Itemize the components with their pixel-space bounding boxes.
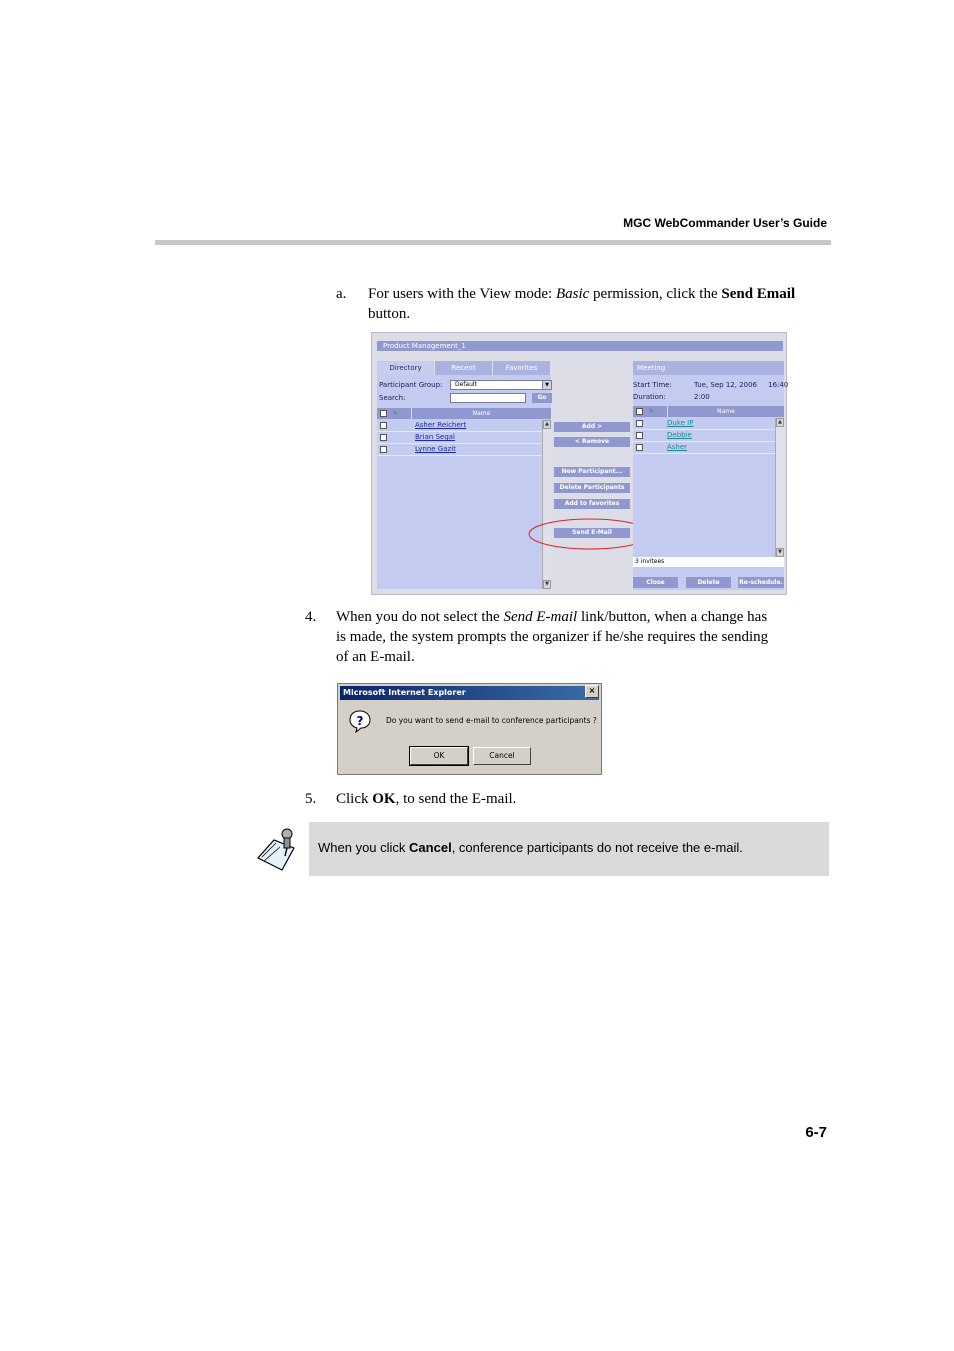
row-checkbox[interactable] (636, 444, 643, 451)
tab-recent[interactable]: Recent (435, 361, 493, 375)
select-all-checkbox[interactable] (380, 410, 387, 417)
scroll-up-icon[interactable]: ▲ (776, 418, 784, 427)
name-column-header: Name (411, 408, 551, 419)
window-title: Product Management_1 (377, 341, 783, 351)
directory-tabs (377, 361, 551, 375)
step-a-post: button. (368, 306, 411, 322)
people-icon: ✎ (393, 410, 399, 417)
reschedule-button[interactable]: Re-schedule. (739, 579, 783, 586)
question-icon (348, 709, 372, 733)
step-4-italic: Send E-mail (503, 609, 578, 625)
remove-button[interactable]: < Remove (554, 437, 630, 447)
step-4-line-2: is made, the system prompts the organizer if he/she requires the sending (336, 629, 769, 645)
row-checkbox[interactable] (636, 420, 643, 427)
invitee-scrollbar[interactable] (775, 418, 784, 557)
directory-panel (377, 375, 551, 589)
dialog-title: Microsoft Internet Explorer (340, 686, 599, 700)
go-button[interactable]: Go (532, 393, 552, 403)
participant-group-label: Participant Group: (379, 381, 443, 389)
table-row (633, 442, 775, 454)
delete-participants-button[interactable]: Delete Participants (554, 483, 630, 493)
scroll-up-icon[interactable]: ▲ (543, 420, 551, 429)
invitee-grid-header (633, 406, 784, 417)
participant-group-select[interactable] (450, 380, 552, 390)
step-4-marker: 4. (305, 609, 317, 625)
participant-group-value: Default (455, 381, 477, 388)
step-a-text (368, 284, 813, 324)
participant-link[interactable]: Asher Reichert (415, 421, 467, 429)
step-5-pre: Click (336, 791, 373, 807)
scroll-down-icon[interactable]: ▼ (776, 548, 784, 557)
step-a-bold: Send Email (721, 286, 796, 302)
search-label: Search: (379, 394, 406, 402)
list-item (377, 444, 542, 456)
invitee-count: 3 invitees (633, 557, 784, 567)
list-item (377, 420, 542, 432)
product-management-window (371, 332, 787, 595)
table-row (633, 418, 775, 430)
step-4-line-3: of an E-mail. (336, 649, 415, 665)
start-time-value: Tue, Sep 12, 2006 16:40 (694, 381, 789, 389)
step-5-text (336, 789, 516, 809)
svg-text:?: ? (356, 714, 364, 728)
close-icon[interactable]: × (585, 685, 599, 698)
invitee-name-column-header: Name (667, 406, 784, 417)
directory-grid-header (377, 408, 551, 419)
confirm-dialog (337, 683, 602, 775)
note-text (318, 840, 743, 855)
header-rule (155, 240, 831, 245)
step-5-marker: 5. (305, 791, 317, 807)
step-5-post: , to send the E-mail. (395, 791, 517, 807)
step-4-text (336, 607, 831, 667)
invitee-link[interactable]: Duke IP (667, 419, 694, 427)
note-post: , conference participants do not receive the e-mail. (451, 840, 743, 855)
step-4-pre: When you do not select the (336, 609, 504, 625)
duration-value: 2:00 (694, 393, 710, 401)
step-4-line-1-post: link/button, when a change has (577, 609, 768, 625)
note-pre: When you click (318, 840, 410, 855)
row-checkbox[interactable] (380, 422, 387, 429)
row-checkbox[interactable] (636, 432, 643, 439)
meeting-title: Meeting (633, 361, 784, 375)
step-5-bold: OK (372, 791, 396, 807)
list-item (377, 432, 542, 444)
ok-button[interactable]: OK (410, 747, 468, 765)
step-a-italic: Basic (555, 286, 590, 302)
select-all-invitees-checkbox[interactable] (636, 408, 643, 415)
invitee-link[interactable]: Asher (667, 443, 688, 451)
scroll-down-icon[interactable]: ▼ (543, 580, 551, 589)
add-to-favorites-button[interactable]: Add to favorites (554, 499, 630, 509)
tab-directory[interactable]: Directory (377, 361, 435, 375)
new-participant-button[interactable]: New Participant... (554, 467, 630, 477)
page-number: 6-7 (805, 1124, 827, 1141)
start-time-label: Start Time: (633, 381, 672, 389)
add-button[interactable]: Add > (554, 422, 630, 432)
step-a-marker: a. (336, 286, 347, 302)
duration-label: Duration: (633, 393, 666, 401)
step-a-pre: For users with the View mode: (368, 286, 556, 302)
people-icon: ✎ (649, 408, 655, 415)
send-email-button[interactable]: Send E-Mail (554, 528, 630, 538)
meeting-panel (633, 361, 789, 590)
table-row (633, 430, 775, 442)
step-4-line-1 (336, 607, 831, 627)
running-header: MGC WebCommander User’s Guide (623, 216, 827, 230)
delete-button[interactable]: Delete (686, 577, 731, 588)
note-bold: Cancel (409, 840, 452, 855)
invitee-link[interactable]: Debbie (667, 431, 692, 439)
step-a-mid: permission, click the (589, 286, 722, 302)
row-checkbox[interactable] (380, 434, 387, 441)
dialog-message: Do you want to send e-mail to conference participants ? (386, 716, 597, 725)
row-checkbox[interactable] (380, 446, 387, 453)
participant-link[interactable]: Brian Segal (415, 433, 456, 441)
search-input[interactable] (450, 393, 526, 403)
chevron-down-icon[interactable]: ▼ (542, 381, 551, 389)
close-button[interactable]: Close (633, 577, 678, 588)
directory-scrollbar[interactable] (542, 420, 551, 589)
cancel-button[interactable]: Cancel (473, 747, 531, 765)
note-pin-icon (254, 826, 300, 874)
participant-link[interactable]: Lynne Gazit (415, 445, 456, 453)
tab-favorites[interactable]: Favorites (493, 361, 551, 375)
